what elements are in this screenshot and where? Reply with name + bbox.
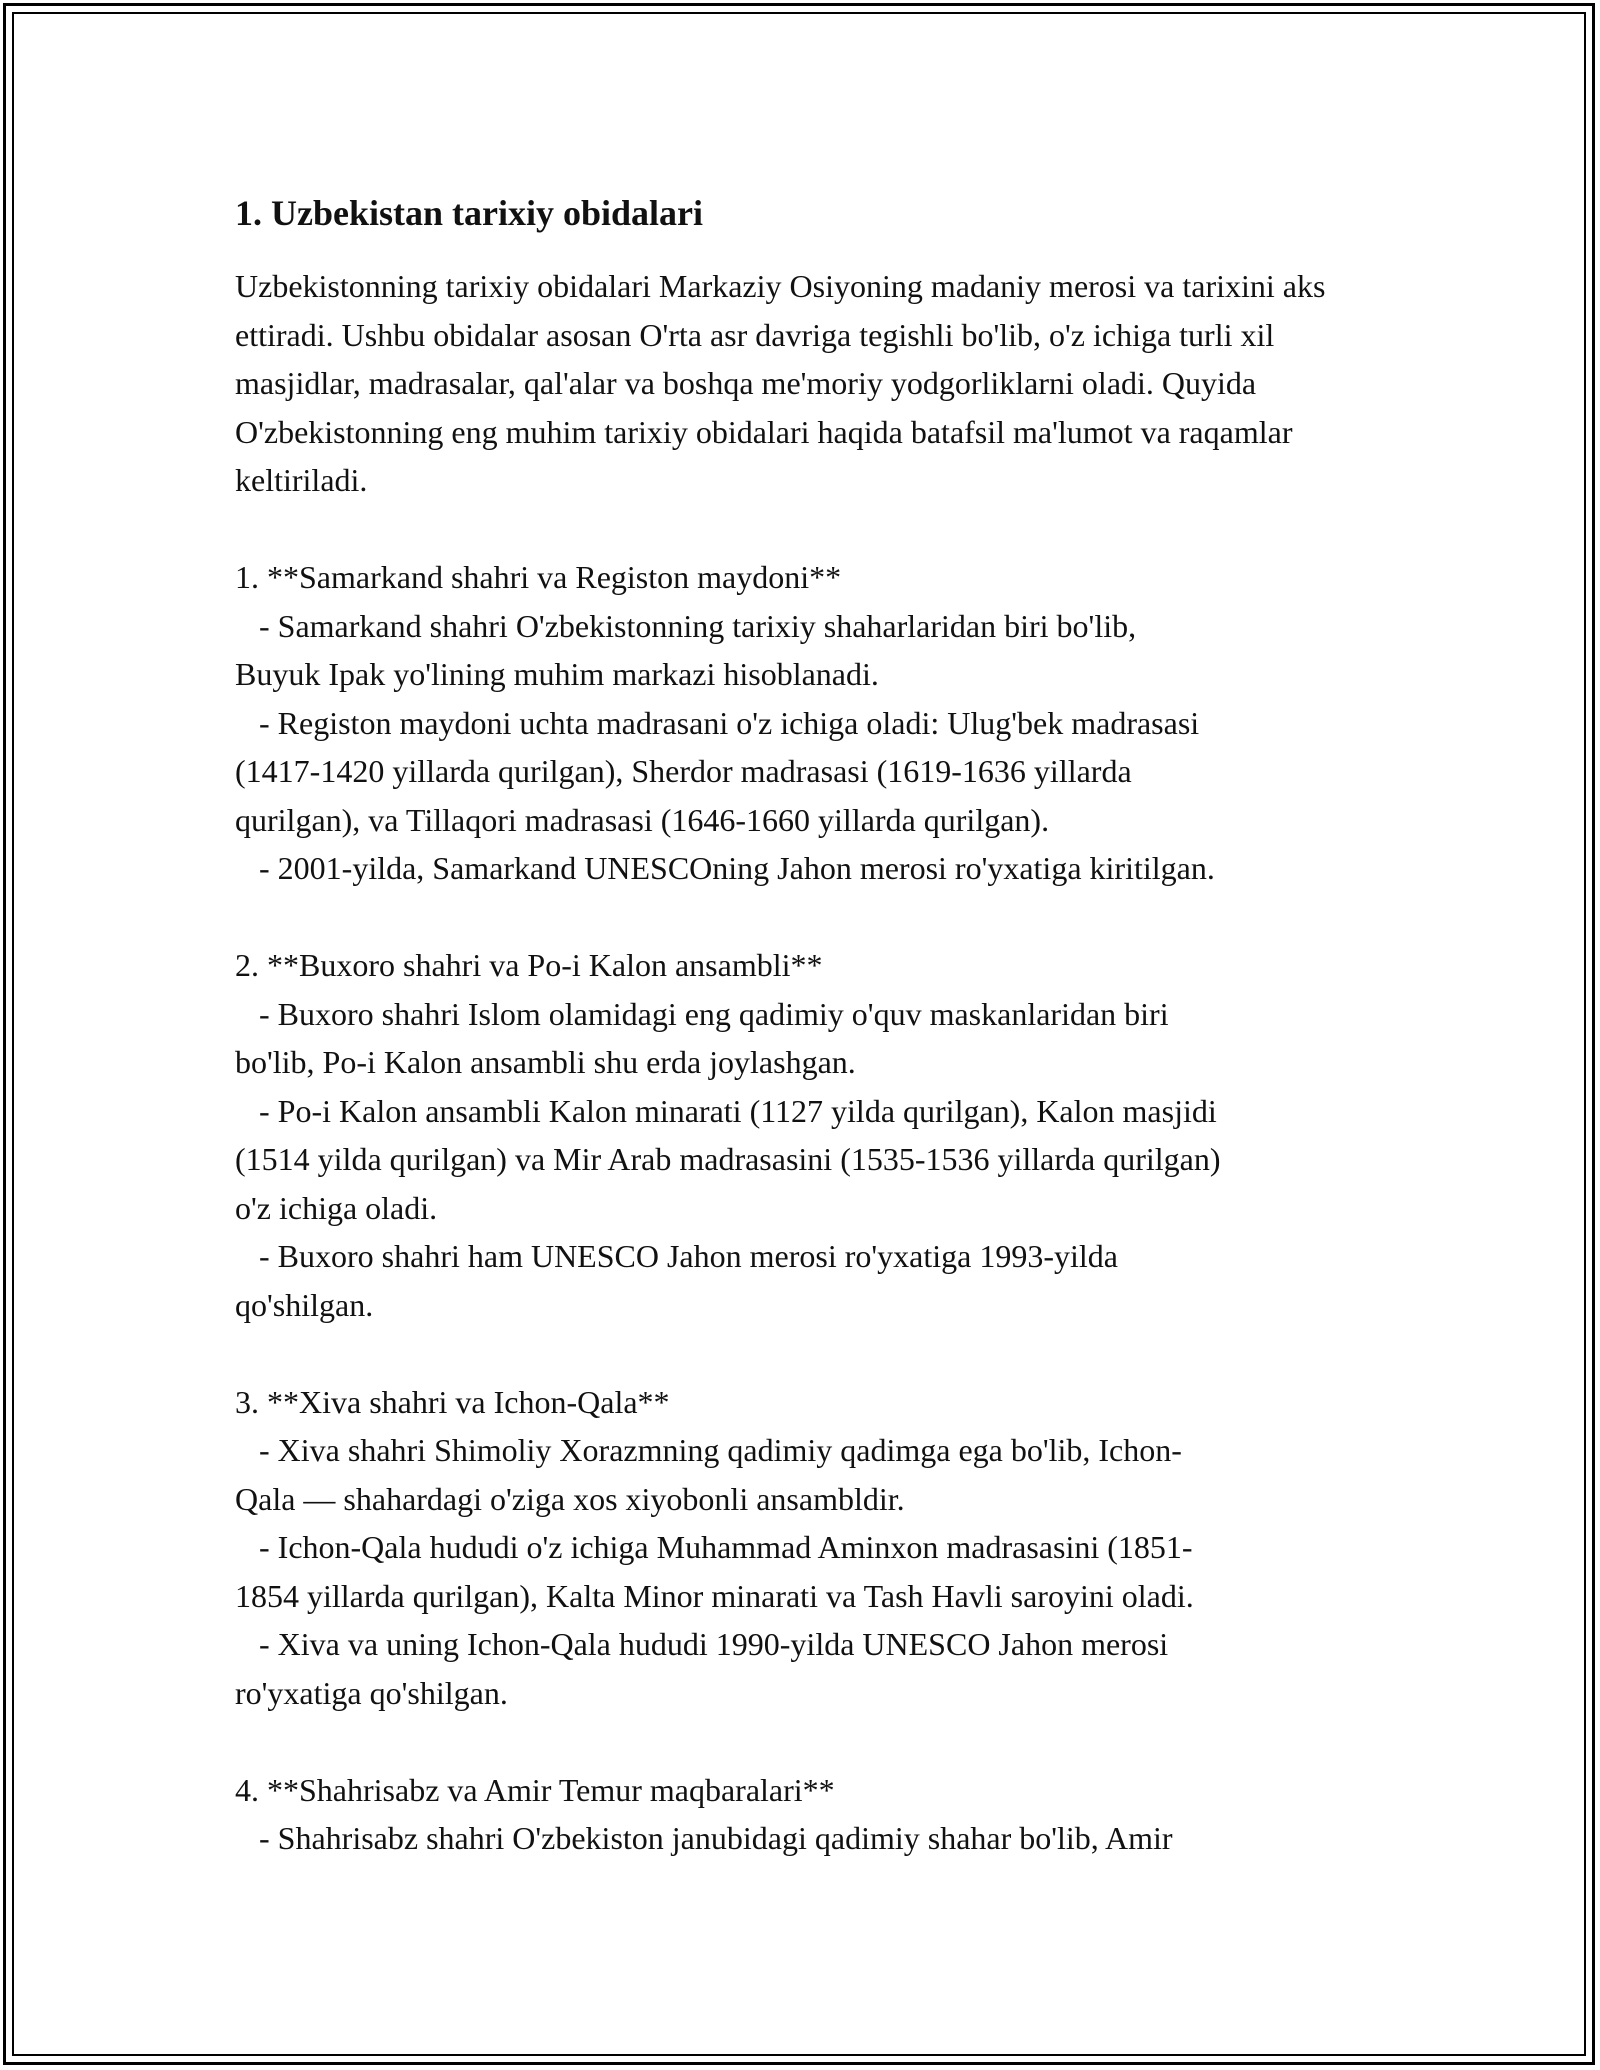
section-line: Qala — shahardagi o'ziga xos xiyobonli ansambldir. xyxy=(235,1480,905,1517)
section-line: qo'shilgan. xyxy=(235,1286,374,1323)
section-line: - Xiva shahri Shimoliy Xorazmning qadimiy qadimga ega bo'lib, Ichon- xyxy=(235,1432,1182,1468)
section-line: - 2001-yilda, Samarkand UNESCOning Jahon merosi ro'yxatiga kiritilgan. xyxy=(235,850,1215,886)
section-line: qurilgan), va Tillaqori madrasasi (1646-1660 yillarda qurilgan). xyxy=(235,801,1050,838)
section-line: - Registon maydoni uchta madrasani o'z ichiga oladi: Ulug'bek madrasasi xyxy=(235,704,1200,741)
section-line: - Xiva va uning Ichon-Qala hududi 1990-yilda UNESCO Jahon merosi xyxy=(235,1626,1169,1662)
section-heading: 2. **Buxoro shahri va Po-i Kalon ansambli** xyxy=(235,947,823,983)
section-line: 1854 yillarda qurilgan), Kalta Minor minarati va Tash Havli saroyini oladi. xyxy=(235,1577,1194,1614)
section-line: - Shahrisabz shahri O'zbekiston janubidagi qadimiy shahar bo'lib, Amir xyxy=(235,1820,1173,1856)
section-line: - Ichon-Qala hududi o'z ichiga Muhammad Aminxon madrasasini (1851- xyxy=(235,1529,1193,1565)
section-line: - Buxoro shahri Islom olamidagi eng qadimiy o'quv maskanlaridan biri xyxy=(235,995,1169,1032)
section-line: - Samarkand shahri O'zbekistonning tarixiy shaharlaridan biri bo'lib, xyxy=(235,607,1137,644)
section-line: bo'lib, Po-i Kalon ansambli shu erda joylashgan. xyxy=(235,1044,856,1080)
section-line: - Po-i Kalon ansambli Kalon minarati (1127 yilda qurilgan), Kalon masjidi xyxy=(235,1092,1217,1129)
intro-paragraph: Uzbekistonning tarixiy obidalari Markaziy Osiyoning madaniy merosi va tarixini aks ettiradi. Ushbu obidalar asosan O'rta asr davriga tegishli bo'lib, o'z ichiga turli xil masjidlar, madrasalar, qal'alar va boshqa me'moriy yodgorliklarni oladi. Quyida O'zbekistonning eng muhim tarixiy obidalari haqida batafsil ma'lumot va raqamlar keltiriladi. xyxy=(235,268,1326,498)
document-body xyxy=(235,188,1395,1911)
section-bukhara xyxy=(235,941,1395,1329)
section-line: (1417-1420 yillarda qurilgan), Sherdor madrasasi (1619-1636 yillarda xyxy=(235,753,1132,789)
section-line: (1514 yilda qurilgan) va Mir Arab madrasasini (1535-1536 yillarda qurilgan) xyxy=(235,1141,1221,1177)
section-heading: 3. **Xiva shahri va Ichon-Qala** xyxy=(235,1383,670,1420)
section-line: Buyuk Ipak yo'lining muhim markazi hisoblanadi. xyxy=(235,656,879,692)
document-title: 1. Uzbekistan tarixiy obidalari xyxy=(235,193,704,233)
section-shahrisabz xyxy=(235,1766,1395,1863)
section-heading: 1. **Samarkand shahri va Registon maydoni** xyxy=(235,559,842,595)
section-heading: 4. **Shahrisabz va Amir Temur maqbaralari** xyxy=(235,1771,835,1808)
section-line: o'z ichiga oladi. xyxy=(235,1189,438,1226)
section-line: - Buxoro shahri ham UNESCO Jahon merosi ro'yxatiga 1993-yilda xyxy=(235,1238,1118,1274)
section-khiva xyxy=(235,1378,1395,1718)
section-line: ro'yxatiga qo'shilgan. xyxy=(235,1674,508,1711)
section-samarkand xyxy=(235,553,1395,893)
